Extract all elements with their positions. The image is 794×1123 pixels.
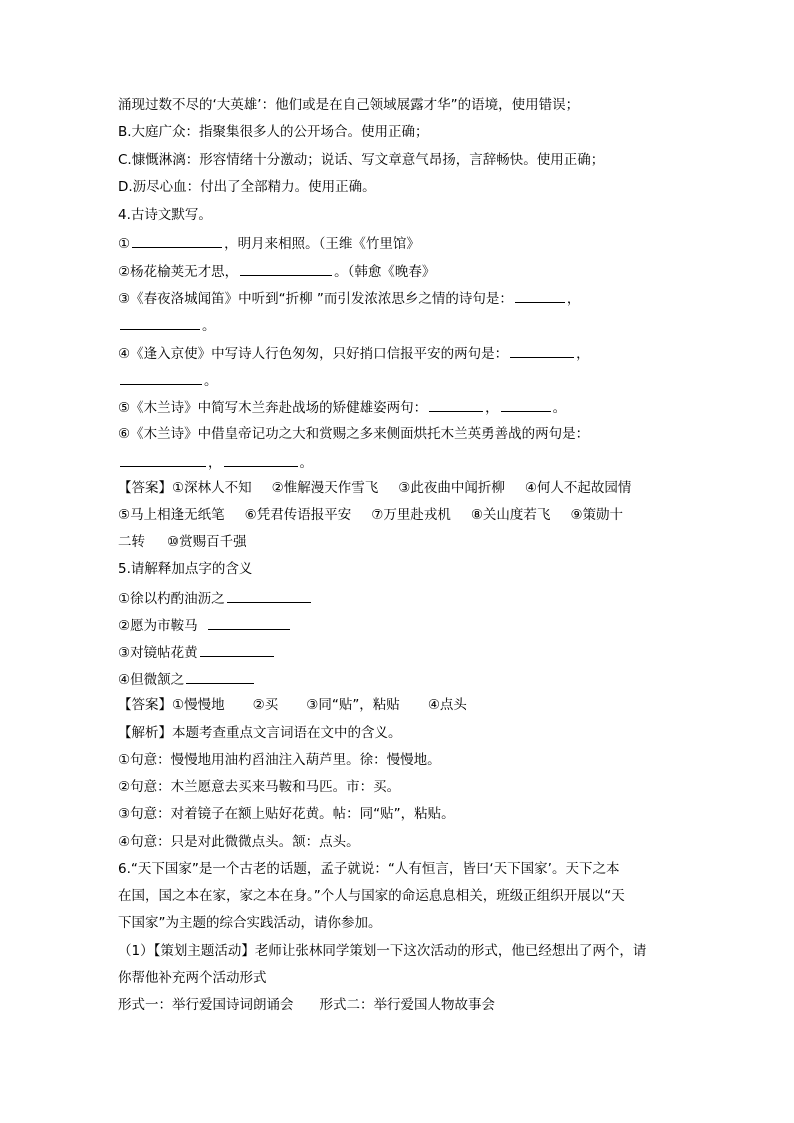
q4-answer-2: ②惟解漫天作雪飞 [271, 480, 379, 496]
q3-option-c: C.慷慨淋漓：形容情绪十分激动；说话、写文章意气昂扬，言辞畅快。使用正确； [118, 152, 605, 168]
q4-item-1-number: ① [118, 236, 131, 252]
q4-item-1-blank[interactable] [132, 233, 222, 248]
q5-analysis [118, 724, 402, 742]
q5-item-4 [118, 669, 256, 689]
q4-title: 4.古诗文默写。 [118, 207, 212, 223]
q4-item-2-suffix: 。（韩愈《晚春》 [334, 264, 436, 280]
q4-item-4-blank-2[interactable] [120, 370, 202, 385]
q5-answer-3: ③同“贴”，粘贴 [306, 697, 400, 713]
q4-item-1 [118, 233, 420, 253]
q4-item-3-blank-2[interactable] [120, 315, 200, 330]
q4-answer-7: ⑦万里赴戎机 [371, 507, 451, 523]
q4-answer-line-2 [118, 506, 623, 524]
q5-item-1-text: ①徐以杓酌油沥之 [118, 591, 225, 607]
q5-analysis-4: ④句意：只是对此微微点头。颔：点头。 [118, 834, 360, 850]
q5-item-3-text: ③对镜帖花黄 [118, 645, 198, 661]
q5-item-1-blank[interactable] [227, 588, 311, 603]
q6-line-2: 在国，国之本在家，家之本在身。”个人与国家的命运息息相关，班级正组织开展以“天 [118, 888, 625, 904]
q4-item-2 [118, 261, 435, 281]
q4-answer-1: ①深林人不知 [172, 480, 252, 496]
q3-option-d: D.沥尽心血：付出了全部精力。使用正确。 [118, 179, 376, 195]
q6-line-5: 你帮他补充两个活动形式 [118, 970, 267, 986]
q6-forms [118, 996, 495, 1014]
q4-item-6-comma: ， [208, 455, 222, 471]
q6-line-4: （1）【策划主题活动】老师让张林同学策划一下这次活动的形式，他已经想出了两个，请 [118, 943, 647, 959]
q4-item-3 [118, 288, 580, 308]
q5-item-3 [118, 642, 276, 662]
q5-answer-4: ④点头 [427, 697, 467, 713]
q5-title: 5.请解释加点字的含义 [118, 561, 253, 577]
q5-item-2 [118, 615, 292, 635]
q5-item-2-text: ②愿为市鞍马 [118, 618, 198, 634]
q5-analysis-intro: 本题考查重点文言词语在文中的含义。 [172, 725, 402, 741]
q5-item-1 [118, 588, 313, 608]
q5-answer-2: ②买 [252, 697, 279, 713]
q6-line-3: 下国家”为主题的综合实践活动，请你参加。 [118, 915, 382, 931]
q4-answer-label: 【答案】 [118, 480, 172, 496]
q4-item-3-text: ③《春夜洛城闻笛》中听到“折柳 ”而引发浓浓思乡之情的诗句是： [118, 291, 513, 307]
q5-answer [118, 696, 467, 714]
q4-answer-8: ⑧关山度若飞 [470, 507, 551, 523]
q3-option-b: B.大庭广众：指聚集很多人的公开场合。使用正确； [118, 124, 429, 140]
q5-item-2-blank[interactable] [208, 615, 290, 630]
q5-answer-label: 【答案】 [118, 697, 172, 713]
q4-item-4-cont [118, 370, 218, 390]
q4-item-5-period: 。 [552, 400, 567, 416]
q4-item-5-text: ⑤《木兰诗》中简写木兰奔赴战场的矫健雄姿两句： [118, 400, 428, 416]
q4-item-3-period: 。 [202, 318, 216, 334]
q4-item-4 [118, 343, 590, 363]
q4-item-3-blank-1[interactable] [515, 288, 565, 303]
q4-item-2-prefix: ②杨花榆荚无才思， [118, 264, 239, 280]
q5-item-4-text: ④但微颔之 [118, 672, 185, 688]
q4-item-4-text: ④《逢入京使》中写诗人行色匆匆，只好捎口信报平安的两句是： [118, 346, 509, 362]
q5-analysis-2: ②句意：木兰愿意去买来马鞍和马匹。市：买。 [118, 779, 401, 795]
q4-item-2-blank[interactable] [240, 261, 332, 276]
q4-item-5-blank-1[interactable] [429, 397, 483, 412]
q6-form-1: 形式一：举行爱国诗词朗诵会 [118, 997, 294, 1013]
q4-item-6-text: ⑥《木兰诗》中借皇帝记功之大和赏赐之多来侧面烘托木兰英勇善战的两句是： [118, 426, 590, 442]
q4-answer-9-cont: 二转 [118, 534, 145, 550]
q5-analysis-3: ③句意：对着镜子在额上贴好花黄。帖：同“贴”，粘贴。 [118, 806, 455, 822]
q4-item-3-cont [118, 315, 216, 335]
q4-item-5-comma: ， [485, 400, 499, 416]
q5-item-4-blank[interactable] [186, 669, 254, 684]
q4-answer-5: ⑤马上相逢无纸笔 [118, 507, 225, 523]
q5-analysis-1: ①句意：慢慢地用油杓舀油注入葫芦里。徐：慢慢地。 [118, 752, 441, 768]
q4-answer-line-3 [118, 533, 247, 551]
q4-item-6-period: 。 [299, 455, 313, 471]
q5-analysis-label: 【解析】 [118, 725, 172, 741]
q4-item-6-blank-1[interactable] [120, 452, 206, 467]
q4-item-6-blank-2[interactable] [224, 452, 298, 467]
q4-item-3-comma: ， [566, 291, 581, 307]
q4-item-4-period: 。 [204, 373, 218, 389]
q4-item-1-text: ，明月来相照。（王维《竹里馆》 [224, 236, 420, 252]
q6-line-1: 6.“天下国家”是一个古老的话题，孟子就说：“人有恒言，皆曰‘天下国家’。天下之本 [118, 861, 620, 877]
q5-answer-1: ①慢慢地 [172, 697, 225, 713]
q4-answer-line-1 [118, 479, 631, 497]
q4-answer-10: ⑩赏赐百千强 [167, 534, 247, 550]
q4-answer-9: ⑨策勋十 [570, 507, 624, 523]
q4-item-5 [118, 397, 566, 417]
q3-option-a-tail: 涌现过数不尽的‘大英雄’：他们或是在自己领域展露才华”的语境，使用错误； [118, 97, 580, 113]
q4-item-4-comma: ， [576, 346, 590, 362]
q4-answer-6: ⑥凭君传语报平安 [244, 507, 352, 523]
q4-item-6 [118, 425, 589, 443]
q4-item-5-blank-2[interactable] [501, 397, 551, 412]
q6-form-2: 形式二：举行爱国人物故事会 [319, 997, 495, 1013]
q5-item-3-blank[interactable] [200, 642, 274, 657]
q4-item-6-cont [118, 452, 313, 472]
q4-item-4-blank-1[interactable] [510, 343, 574, 358]
q4-answer-4: ④何人不起故园情 [524, 480, 632, 496]
q4-answer-3: ③此夜曲中闻折柳 [398, 480, 505, 496]
